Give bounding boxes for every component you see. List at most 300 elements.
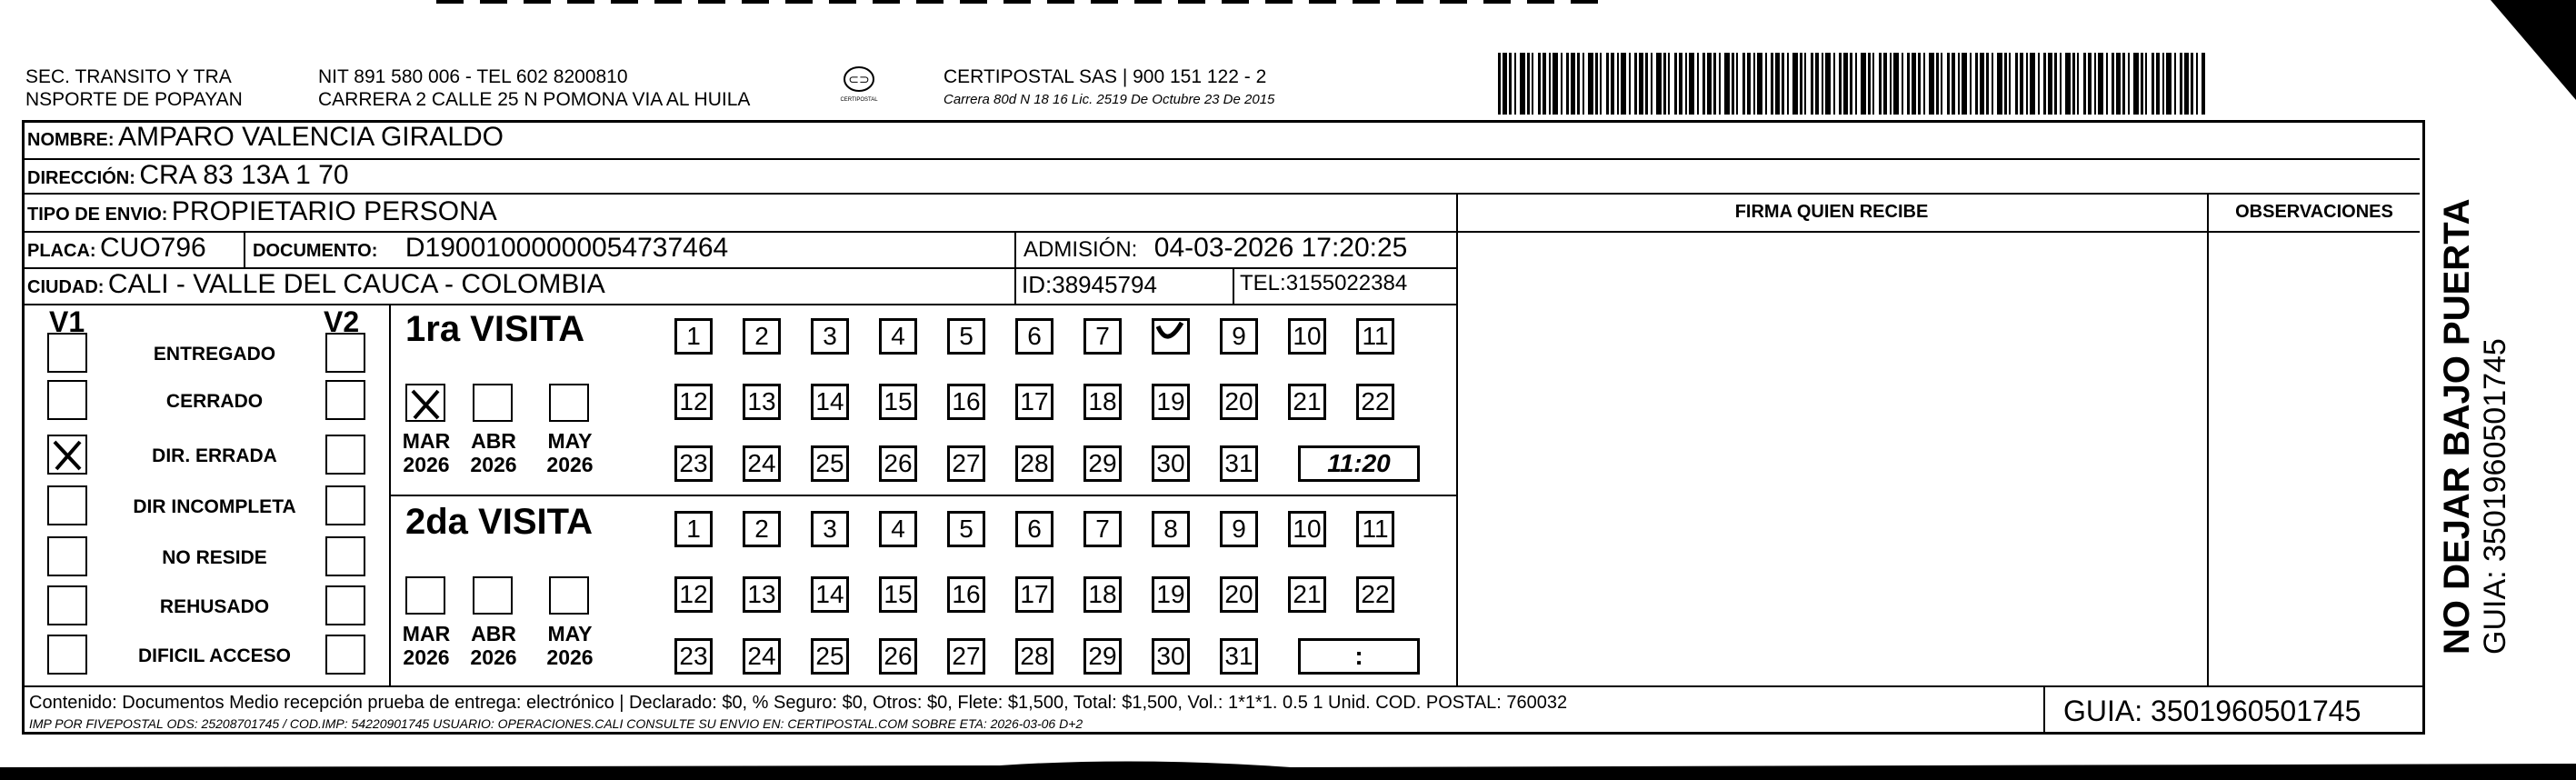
month-name: ABR <box>471 622 516 645</box>
day-box[interactable]: 18 <box>1083 384 1122 420</box>
barcode-bar <box>2048 53 2052 115</box>
day-box[interactable]: 25 <box>811 445 849 482</box>
barcode-bar <box>2191 53 2193 115</box>
logo-text: CERTIPOSTAL <box>840 97 878 103</box>
check-mark-icon <box>1154 321 1187 352</box>
svg-text:⊂⊃: ⊂⊃ <box>848 72 870 86</box>
day-box[interactable]: 27 <box>947 445 985 482</box>
barcode-bar <box>1970 53 1972 115</box>
barcode-bar <box>1822 53 1823 115</box>
company-line: CERTIPOSTAL SAS | 900 151 122 - 2 <box>944 66 1267 87</box>
v2-checkbox[interactable] <box>325 585 365 625</box>
row-divider <box>22 158 2420 160</box>
documento-row <box>253 233 728 264</box>
day-box[interactable]: 12 <box>674 384 713 420</box>
nombre-label: NOMBRE: <box>27 130 115 150</box>
visit-divider <box>389 495 1456 496</box>
day-box[interactable]: 20 <box>1220 576 1258 613</box>
day-box[interactable]: 6 <box>1015 318 1053 355</box>
month-label <box>394 622 458 669</box>
barcode-bar <box>1520 53 1525 115</box>
barcode-bar <box>1872 53 1874 115</box>
barcode-bar <box>2043 53 2046 115</box>
barcode-bar <box>1577 53 1580 115</box>
courier-info <box>944 65 1274 111</box>
barcode-bar <box>1514 53 1516 115</box>
barcode-bar <box>1611 53 1614 115</box>
day-box[interactable]: 3 <box>811 511 849 547</box>
tel-row <box>1240 271 1407 296</box>
barcode-bar <box>1850 53 1852 115</box>
agency-contact <box>318 65 750 111</box>
barcode-bar <box>1621 53 1626 115</box>
firma-header: FIRMA QUIEN RECIBE <box>1734 202 1929 222</box>
month-year: 2026 <box>470 453 517 476</box>
barcode-bar <box>1879 53 1882 115</box>
barcode-bar <box>1952 53 1955 115</box>
month-checkbox[interactable] <box>473 384 513 422</box>
day-box[interactable]: 7 <box>1083 511 1122 547</box>
month-year: 2026 <box>403 645 450 669</box>
barcode-bar <box>1929 53 1934 115</box>
barcode-bar <box>1787 53 1789 115</box>
month-checkbox[interactable] <box>405 576 445 615</box>
day-box[interactable]: 31 <box>1220 638 1258 675</box>
barcode-bar <box>2088 53 2092 115</box>
corner-fold <box>2454 0 2576 109</box>
top-torn-edge <box>0 0 2576 13</box>
month-checkbox[interactable] <box>405 384 445 422</box>
nit-line: NIT 891 580 006 - TEL 602 8200810 <box>318 66 628 87</box>
barcode-bar <box>2202 53 2205 115</box>
barcode-bar <box>2094 53 2096 115</box>
barcode-bar <box>1651 53 1652 115</box>
placa-label: PLACA: <box>27 241 96 261</box>
barcode-bar <box>2166 53 2172 115</box>
day-box[interactable]: 9 <box>1220 318 1258 355</box>
barcode-bar <box>1941 53 1942 115</box>
agency-line1: SEC. TRANSITO Y TRA <box>25 66 232 87</box>
month-year: 2026 <box>546 645 594 669</box>
barcode-bar <box>1975 53 1978 115</box>
barcode-bar <box>2015 53 2018 115</box>
barcode-bar <box>1595 53 1598 115</box>
barcode-bar <box>1668 53 1670 115</box>
barcode-bar <box>1992 53 1993 115</box>
day-box[interactable]: 15 <box>879 576 917 613</box>
ciudad-row <box>27 269 605 300</box>
day-box[interactable]: 6 <box>1015 511 1053 547</box>
barcode-bar <box>1583 53 1584 115</box>
barcode <box>1498 53 2205 115</box>
imp-text: IMP POR FIVEPOSTAL ODS: 25208701745 / COD.IMP: 54220901745 USUARIO: OPERACIONES.CALI CONSULTE SU ENVIO EN: CERTIPOSTAL.COM SOBRE ETA: 2026-03-06 D+2 <box>29 716 1083 731</box>
barcode-bar <box>2145 53 2147 115</box>
certipostal-logo <box>834 65 884 103</box>
barcode-bar <box>1702 53 1705 115</box>
barcode-bar <box>2141 53 2143 115</box>
barcode-bar <box>1883 53 1887 115</box>
v2-checkbox[interactable] <box>325 536 365 576</box>
day-box[interactable]: 19 <box>1152 384 1190 420</box>
status-option-label: DIR. ERRADA <box>152 445 277 466</box>
barcode-bar <box>2106 53 2108 115</box>
ciudad-label: CIUDAD: <box>27 277 105 297</box>
day-box[interactable]: 3 <box>811 318 849 355</box>
day-box[interactable]: 26 <box>879 445 917 482</box>
col-divider <box>2207 193 2209 685</box>
month-year: 2026 <box>470 645 517 669</box>
barcode-bar <box>1893 53 1899 115</box>
barcode-bar <box>2026 53 2028 115</box>
barcode-bar <box>2065 53 2071 115</box>
day-box[interactable]: 30 <box>1152 445 1190 482</box>
barcode-bar <box>2112 53 2114 115</box>
time-box[interactable]: : <box>1298 638 1420 675</box>
barcode-bar <box>1839 53 1842 115</box>
row-divider <box>22 304 1456 305</box>
v2-checkbox[interactable] <box>325 333 365 373</box>
barcode-bar <box>1674 53 1677 115</box>
tipo-label: TIPO DE ENVIO: <box>27 205 168 225</box>
day-box[interactable]: 25 <box>811 638 849 675</box>
barcode-bar <box>2030 53 2035 115</box>
v1-checkbox[interactable] <box>47 635 87 675</box>
barcode-bar <box>1561 53 1563 115</box>
barcode-bar <box>1843 53 1848 115</box>
day-box[interactable]: 1 <box>674 511 713 547</box>
day-box[interactable]: 15 <box>879 384 917 420</box>
placa-row <box>27 233 206 264</box>
col-divider <box>1456 193 1458 685</box>
day-box[interactable]: 30 <box>1152 638 1190 675</box>
barcode-bar <box>2152 53 2154 115</box>
day-box[interactable]: 22 <box>1356 384 1394 420</box>
barcode-bar <box>1736 53 1738 115</box>
month-label <box>538 622 602 669</box>
v1-checkbox[interactable] <box>47 536 87 576</box>
barcode-bar <box>2184 53 2189 115</box>
day-box[interactable]: 12 <box>674 576 713 613</box>
month-name: MAY <box>547 622 593 645</box>
id-row <box>1022 271 1157 299</box>
logo-icon <box>843 65 875 93</box>
barcode-bar <box>2128 53 2130 115</box>
day-box[interactable]: 23 <box>674 638 713 675</box>
day-box[interactable]: 1 <box>674 318 713 355</box>
barcode-bar <box>1634 53 1637 115</box>
month-year: 2026 <box>546 453 594 476</box>
month-label <box>462 622 525 669</box>
barcode-bar <box>1765 53 1767 115</box>
col-divider <box>244 231 245 267</box>
ciudad-value: CALI - VALLE DEL CAUCA - COLOMBIA <box>107 269 605 299</box>
day-box[interactable]: 24 <box>743 445 781 482</box>
barcode-bar <box>1855 53 1857 115</box>
barcode-bar <box>1815 53 1819 115</box>
v2-checkbox[interactable] <box>325 485 365 525</box>
barcode-bar <box>1629 53 1631 115</box>
barcode-bar <box>1936 53 1939 115</box>
documento-label: DOCUMENTO: <box>253 241 378 261</box>
day-box[interactable]: 5 <box>947 511 985 547</box>
day-box[interactable]: 5 <box>947 318 985 355</box>
visit-title: 2da VISITA <box>405 502 593 542</box>
barcode-bar <box>2038 53 2040 115</box>
check-mark-icon <box>407 385 444 422</box>
v1-checkbox[interactable] <box>47 380 87 420</box>
barcode-bar <box>1645 53 1648 115</box>
nombre-value: AMPARO VALENCIA GIRALDO <box>118 122 504 152</box>
v2-checkbox[interactable] <box>325 635 365 675</box>
day-box[interactable]: 18 <box>1083 576 1122 613</box>
day-box[interactable]: 21 <box>1288 384 1326 420</box>
day-box[interactable]: 13 <box>743 576 781 613</box>
barcode-bar <box>1753 53 1755 115</box>
barcode-bar <box>1868 53 1871 115</box>
time-box[interactable]: 11:20 <box>1298 445 1420 482</box>
barcode-bar <box>1527 53 1530 115</box>
day-box[interactable]: 28 <box>1015 445 1053 482</box>
barcode-bar <box>1724 53 1730 115</box>
day-box[interactable]: 11 <box>1356 511 1394 547</box>
month-label <box>394 429 458 476</box>
admision-label: ADMISIÓN: <box>1023 237 1138 262</box>
day-box[interactable]: 4 <box>879 318 917 355</box>
status-option-label: DIFICIL ACCESO <box>137 645 291 666</box>
v2-checkbox[interactable] <box>325 435 365 475</box>
barcode-bar <box>1566 53 1569 115</box>
barcode-bar <box>1543 53 1546 115</box>
day-box[interactable]: 29 <box>1083 638 1122 675</box>
barcode-bar <box>1775 53 1780 115</box>
barcode-bar <box>2004 53 2007 115</box>
barcode-bar <box>2180 53 2182 115</box>
barcode-bar <box>2174 53 2176 115</box>
barcode-bar <box>1553 53 1558 115</box>
id-value: 38945794 <box>1052 271 1157 298</box>
bottom-torn-edge <box>0 755 2576 780</box>
barcode-bar <box>1656 53 1662 115</box>
company-sub: Carrera 80d N 18 16 Lic. 2519 De Octubre 23 De 2015 <box>944 92 1275 107</box>
barcode-bar <box>1997 53 2002 115</box>
visit-title: 1ra VISITA <box>405 309 585 349</box>
documento-value: D19001000000054737464 <box>404 233 729 263</box>
barcode-bar <box>2054 53 2057 115</box>
day-box[interactable]: 26 <box>879 638 917 675</box>
barcode-bar <box>1606 53 1609 115</box>
barcode-bar <box>1907 53 1910 115</box>
day-box[interactable]: 24 <box>743 638 781 675</box>
barcode-bar <box>1600 53 1602 115</box>
day-box[interactable]: 2 <box>743 511 781 547</box>
barcode-bar <box>1923 53 1925 115</box>
barcode-bar <box>2072 53 2075 115</box>
day-box[interactable]: 11 <box>1356 318 1394 355</box>
month-name: MAR <box>402 429 451 453</box>
month-name: MAR <box>402 622 451 645</box>
month-year: 2026 <box>403 453 450 476</box>
check-mark-icon <box>49 436 85 473</box>
id-label: ID: <box>1022 271 1053 298</box>
barcode-bar <box>1962 53 1967 115</box>
day-box[interactable]: 9 <box>1220 511 1258 547</box>
barcode-bar <box>1663 53 1666 115</box>
status-option-label: CERRADO <box>165 391 264 412</box>
footer-divider <box>22 685 2425 687</box>
month-name: ABR <box>471 429 516 453</box>
day-box[interactable]: 27 <box>947 638 985 675</box>
month-name: MAY <box>547 429 593 453</box>
day-box[interactable] <box>1152 318 1190 355</box>
status-option-label: REHUSADO <box>159 596 270 617</box>
barcode-bar <box>2116 53 2121 115</box>
month-checkbox[interactable] <box>549 384 589 422</box>
admision-value: 04-03-2026 17:20:25 <box>1153 233 1408 263</box>
day-box[interactable]: 14 <box>811 384 849 420</box>
barcode-bar <box>2156 53 2160 115</box>
day-box[interactable]: 17 <box>1015 576 1053 613</box>
day-box[interactable]: 14 <box>811 576 849 613</box>
month-checkbox[interactable] <box>549 576 589 615</box>
barcode-bar <box>1742 53 1745 115</box>
v1-label: V1 <box>49 305 85 338</box>
barcode-bar <box>1811 53 1813 115</box>
month-label <box>462 429 525 476</box>
barcode-bar <box>1719 53 1721 115</box>
barcode-bar <box>2098 53 2103 115</box>
col-divider <box>1233 267 1234 304</box>
day-box[interactable]: 7 <box>1083 318 1122 355</box>
agency-name <box>25 65 243 111</box>
status-option-label: DIR INCOMPLETA <box>133 496 296 517</box>
barcode-bar <box>1757 53 1762 115</box>
barcode-bar <box>1947 53 1950 115</box>
barcode-bar <box>1538 53 1541 115</box>
barcode-bar <box>2122 53 2125 115</box>
day-box[interactable]: 10 <box>1288 511 1326 547</box>
observaciones-header: OBSERVACIONES <box>2235 202 2393 222</box>
barcode-bar <box>1532 53 1533 115</box>
barcode-bar <box>1792 53 1798 115</box>
barcode-bar <box>2009 53 2011 115</box>
barcode-bar <box>1782 53 1784 115</box>
day-box[interactable]: 10 <box>1288 318 1326 355</box>
footer-guia: GUIA: 3501960501745 <box>2063 695 2361 727</box>
col-divider <box>1014 231 1016 304</box>
barcode-bar <box>1571 53 1575 115</box>
day-box[interactable]: 16 <box>947 576 985 613</box>
barcode-bar <box>1890 53 1892 115</box>
day-box[interactable]: 13 <box>743 384 781 420</box>
day-box[interactable]: 28 <box>1015 638 1053 675</box>
v2-checkbox[interactable] <box>325 380 365 420</box>
nombre-row <box>27 122 504 153</box>
day-box[interactable]: 2 <box>743 318 781 355</box>
barcode-bar <box>1639 53 1643 115</box>
v1-checkbox[interactable] <box>47 333 87 373</box>
barcode-bar <box>1707 53 1712 115</box>
day-box[interactable]: 4 <box>879 511 917 547</box>
barcode-bar <box>2083 53 2086 115</box>
tipo-value: PROPIETARIO PERSONA <box>171 196 497 226</box>
v2-label: V2 <box>324 305 360 338</box>
admision-row <box>1023 233 1407 264</box>
barcode-bar <box>1503 53 1507 115</box>
barcode-bar <box>1679 53 1682 115</box>
barcode-bar <box>1498 53 1501 115</box>
barcode-bar <box>1689 53 1694 115</box>
barcode-bar <box>2077 53 2079 115</box>
day-box[interactable]: 22 <box>1356 576 1394 613</box>
barcode-bar <box>1549 53 1551 115</box>
barcode-bar <box>1732 53 1734 115</box>
barcode-bar <box>1958 53 1960 115</box>
col-divider <box>2043 685 2045 735</box>
day-box[interactable]: 8 <box>1152 511 1190 547</box>
row-divider <box>22 193 2420 195</box>
v1-checkbox[interactable] <box>47 435 87 475</box>
barcode-bar <box>1771 53 1773 115</box>
barcode-bar <box>1980 53 1984 115</box>
month-label <box>538 429 602 476</box>
address-line: CARRERA 2 CALLE 25 N POMONA VIA AL HUILA <box>318 89 751 110</box>
barcode-bar <box>1804 53 1806 115</box>
day-box[interactable]: 20 <box>1220 384 1258 420</box>
barcode-bar <box>1902 53 1903 115</box>
barcode-bar <box>2060 53 2062 115</box>
tel-value: 3155022384 <box>1285 271 1408 295</box>
barcode-bar <box>1833 53 1835 115</box>
barcode-bar <box>1800 53 1802 115</box>
barcode-bar <box>2133 53 2139 115</box>
v1-checkbox[interactable] <box>47 585 87 625</box>
day-box[interactable]: 16 <box>947 384 985 420</box>
barcode-bar <box>1697 53 1699 115</box>
barcode-bar <box>1747 53 1751 115</box>
status-option-label: ENTREGADO <box>153 344 276 365</box>
barcode-bar <box>1685 53 1687 115</box>
day-box[interactable]: 31 <box>1220 445 1258 482</box>
day-box[interactable]: 17 <box>1015 384 1053 420</box>
barcode-bar <box>1918 53 1921 115</box>
day-box[interactable]: 23 <box>674 445 713 482</box>
barcode-bar <box>1713 53 1716 115</box>
day-box[interactable]: 29 <box>1083 445 1122 482</box>
barcode-bar <box>1861 53 1866 115</box>
barcode-bar <box>1588 53 1593 115</box>
barcode-bar <box>1986 53 1989 115</box>
status-option-label: NO RESIDE <box>162 547 267 568</box>
barcode-bar <box>1825 53 1831 115</box>
barcode-bar <box>1617 53 1619 115</box>
day-box[interactable]: 19 <box>1152 576 1190 613</box>
barcode-bar <box>2020 53 2023 115</box>
contenido-text: Contenido: Documentos Medio recepción prueba de entrega: electrónico | Declarado: $0, % Seguro: $0, Otros: $0, Flete: $1,500, Total: $1,500, Vol.: 1*1*1. 0.5 1 Unid. COD. POSTAL: 760032 <box>29 693 1568 713</box>
barcode-bar <box>1912 53 1916 115</box>
barcode-bar <box>2196 53 2198 115</box>
tipo-row <box>27 196 497 227</box>
month-checkbox[interactable] <box>473 576 513 615</box>
day-box[interactable]: 21 <box>1288 576 1326 613</box>
direccion-row <box>27 160 349 191</box>
placa-value: CUO796 <box>100 233 206 263</box>
direccion-label: DIRECCIÓN: <box>27 168 135 188</box>
tel-label: TEL: <box>1240 271 1286 295</box>
v1-checkbox[interactable] <box>47 485 87 525</box>
agency-line2: NSPORTE DE POPAYAN <box>25 89 243 110</box>
barcode-bar <box>2162 53 2164 115</box>
direccion-value: CRA 83 13A 1 70 <box>139 160 349 190</box>
